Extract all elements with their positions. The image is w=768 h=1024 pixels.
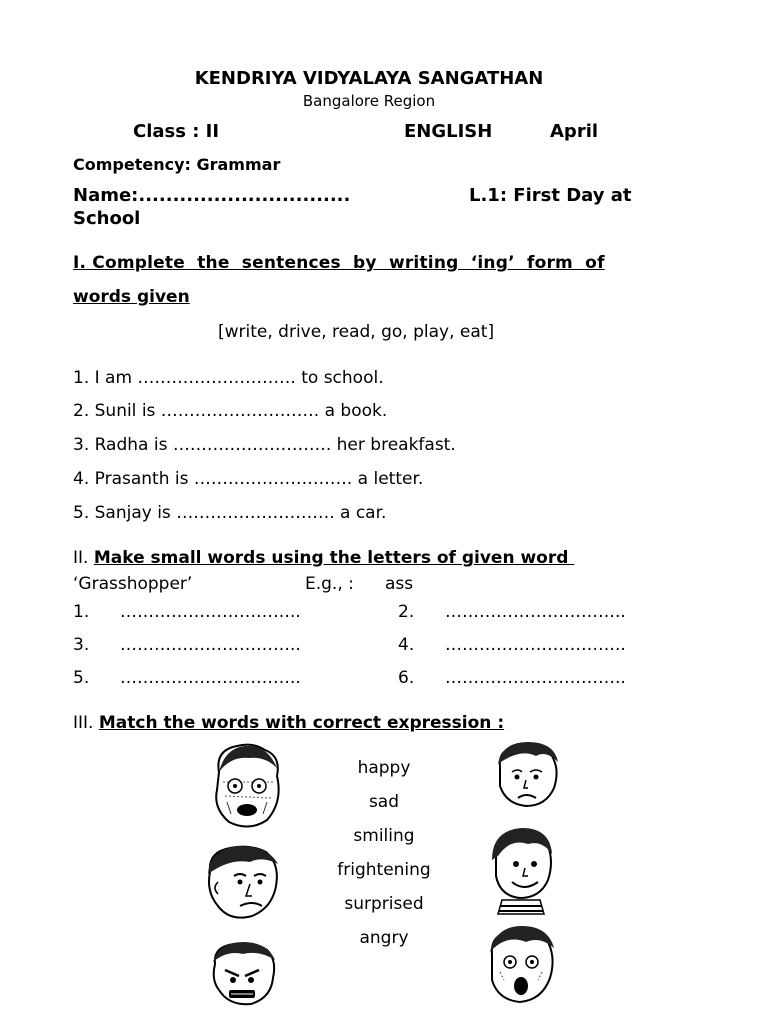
- sentence-item: 4. Prasanth is ………………………. a letter.: [73, 469, 424, 489]
- expression-word: happy: [357, 758, 411, 778]
- month-label: April: [550, 121, 599, 142]
- blank-number: 5.: [73, 668, 90, 688]
- blank-line[interactable]: …………………………..: [445, 635, 626, 655]
- blank-number: 3.: [73, 635, 90, 655]
- section3-title: Match the words with correct expression :: [98, 713, 505, 733]
- smiling-boy-face-icon: [484, 826, 558, 916]
- sad-face-icon: [200, 842, 282, 922]
- lesson-title-continued: School: [73, 208, 141, 229]
- sentence-item: 5. Sanjay is ………………………. a car.: [73, 503, 387, 523]
- blank-line[interactable]: …………………………..: [445, 602, 626, 622]
- word-bank: [write, drive, read, go, play, eat]: [218, 322, 495, 342]
- expression-word: sad: [368, 792, 400, 812]
- angry-face-icon: [205, 940, 279, 1006]
- expression-word: frightening: [337, 860, 431, 880]
- blank-number: 1.: [73, 602, 90, 622]
- frightening-face-icon: [205, 742, 287, 830]
- blank-line[interactable]: …………………………..: [120, 668, 301, 688]
- expression-word: smiling: [353, 826, 415, 846]
- class-label: Class : II: [133, 121, 220, 142]
- example-word: ass: [385, 574, 414, 594]
- blank-number: 2.: [398, 602, 415, 622]
- surprised-face-icon: [482, 924, 560, 1006]
- subject-label: ENGLISH: [404, 121, 493, 142]
- blank-line[interactable]: …………………………..: [120, 602, 301, 622]
- section3-number: III.: [73, 713, 99, 733]
- sentence-item: 2. Sunil is ………………………. a book.: [73, 401, 388, 421]
- expression-word: angry: [359, 928, 409, 948]
- lesson-title: L.1: First Day at: [469, 185, 632, 206]
- expression-word: surprised: [344, 894, 424, 914]
- blank-number: 6.: [398, 668, 415, 688]
- sad-boy-face-icon: [490, 740, 562, 810]
- region-subtitle: Bangalore Region: [302, 92, 436, 110]
- section2-number: II.: [73, 548, 94, 568]
- section2-heading: [73, 548, 574, 568]
- blank-line[interactable]: …………………………..: [120, 635, 301, 655]
- name-field-label: Name:...............................: [73, 185, 351, 206]
- section1-heading: I. Complete the sentences by writing ‘ing’ form of: [73, 253, 605, 273]
- org-title: KENDRIYA VIDYALAYA SANGATHAN: [194, 68, 544, 89]
- example-label: E.g., :: [305, 574, 354, 594]
- sentence-item: 1. I am ………………………. to school.: [73, 368, 384, 388]
- competency-label: Competency: Grammar: [73, 155, 281, 174]
- section1-heading-continued: words given: [73, 287, 190, 307]
- given-word: ‘Grasshopper’: [73, 574, 193, 594]
- blank-number: 4.: [398, 635, 415, 655]
- section2-title: Make small words using the letters of given word: [93, 548, 575, 568]
- section3-heading: [73, 713, 504, 733]
- sentence-item: 3. Radha is ………………………. her breakfast.: [73, 435, 456, 455]
- blank-line[interactable]: …………………………..: [445, 668, 626, 688]
